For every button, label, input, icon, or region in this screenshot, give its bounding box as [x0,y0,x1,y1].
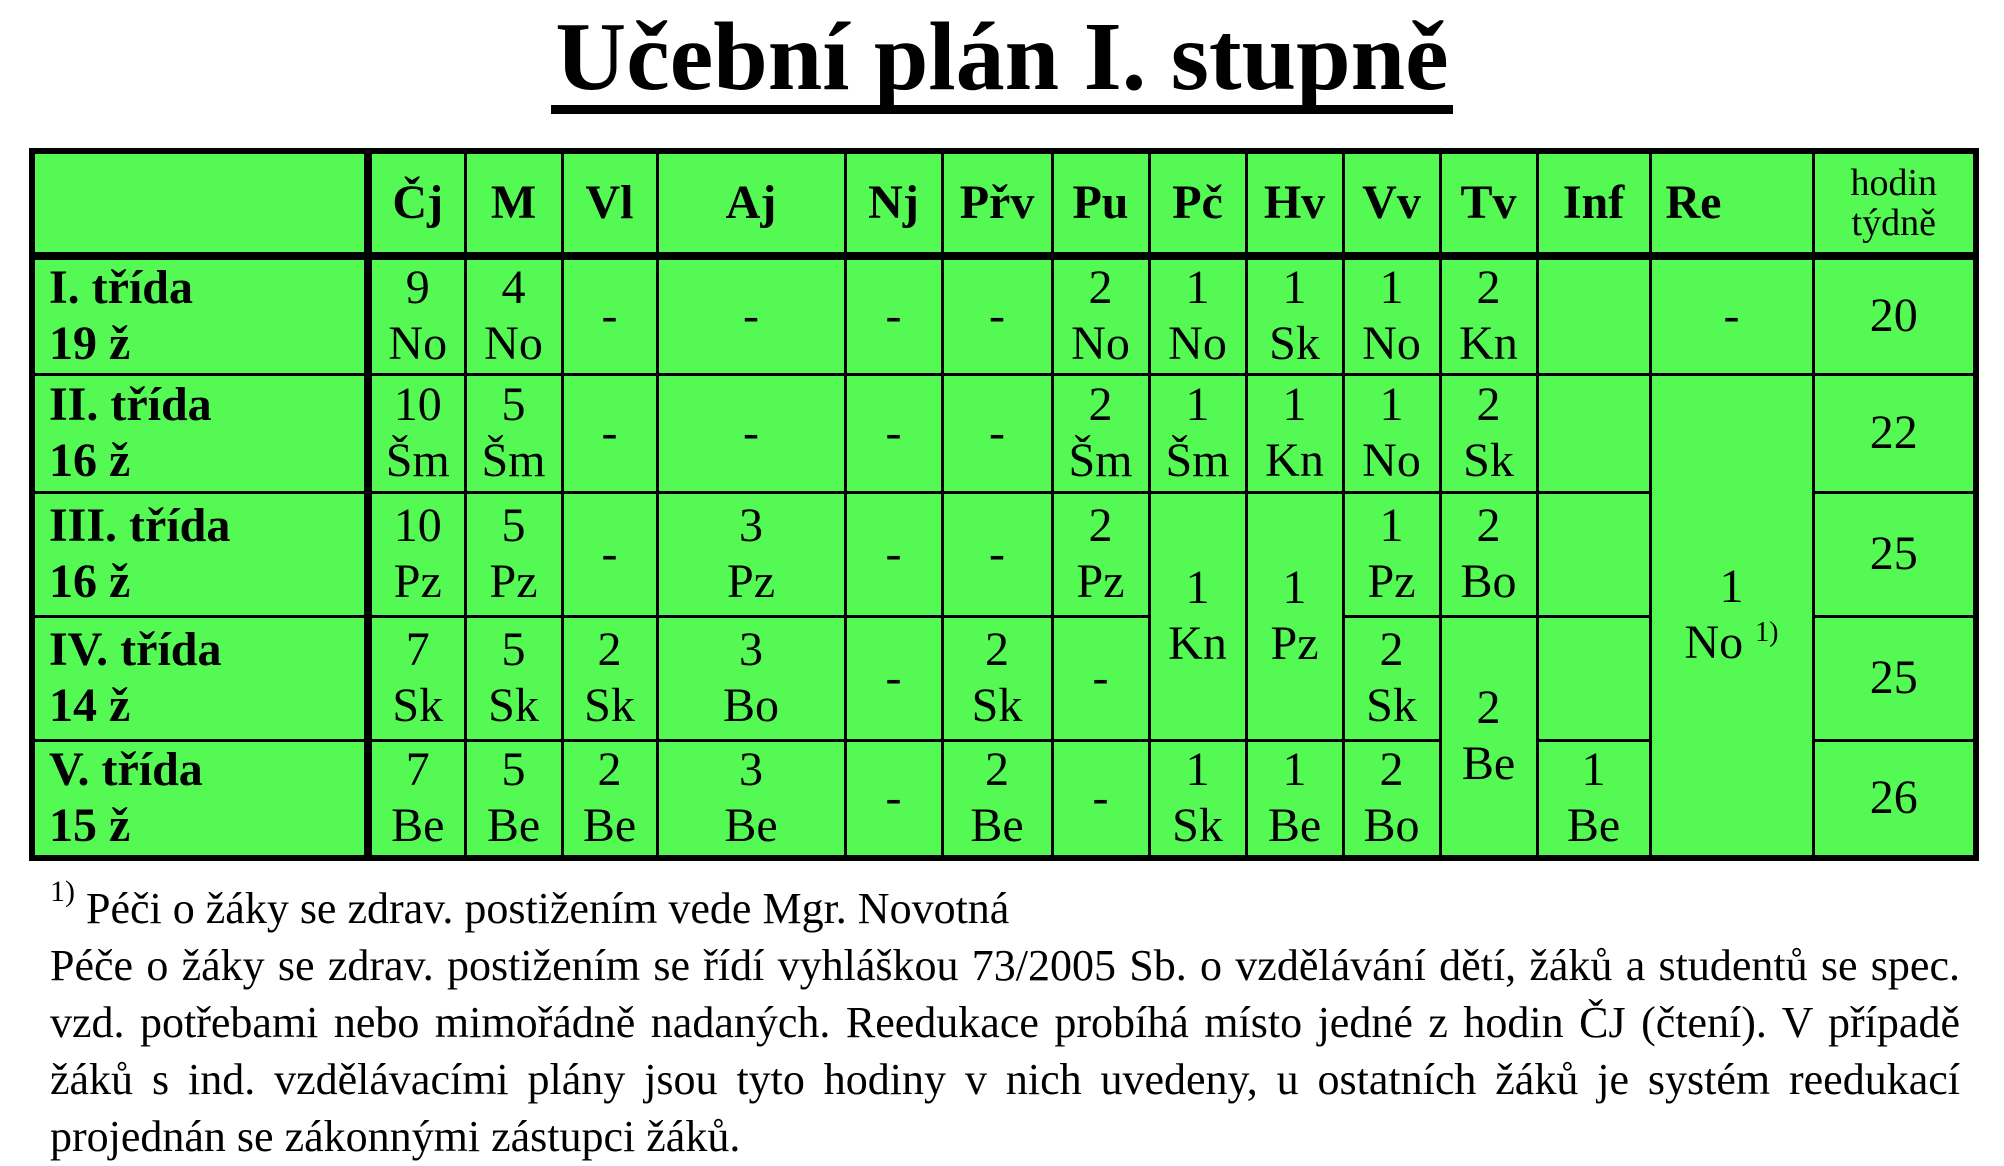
cell-prv: - [942,256,1052,374]
cell-text: 1 [1185,378,1210,431]
cell-pc [1149,256,1246,374]
cell-hv [1246,740,1343,858]
row-label [32,256,368,374]
cell-text: 3 [739,499,763,552]
cell-hv [1246,256,1343,374]
cell-text: 4 [501,261,526,315]
cell-text: 1 [1282,378,1307,431]
cell-text: 1 [1581,743,1606,797]
cell-pu: - [1052,740,1149,858]
cell-text: Kn [1459,317,1518,371]
cell-cj [368,616,465,740]
cell-cj [368,256,465,374]
cell-text: Bo [1363,799,1420,853]
cell-inf [1537,256,1650,374]
cell-hours: 26 [1813,740,1976,858]
cell-cj [368,740,465,858]
cell-m [465,256,562,374]
cell-text: 1 [1379,378,1404,431]
cell-text: Sk [1269,317,1320,371]
cell-prv [942,740,1052,858]
header-tv: Tv [1440,151,1537,256]
cell-text: 1 [1185,561,1210,614]
cell-text: Be [1461,737,1516,791]
cell-vv [1343,256,1440,374]
cell-text: Šm [481,434,546,487]
cell-text: 2 [597,623,622,676]
header-corner [32,151,368,256]
footnote: $^{1)}$ Péči o žáky se zdrav. postižením vede Mgr. Novotná [50,875,1010,933]
cell-nj: - [845,374,942,492]
cell-text: Sk [584,679,635,732]
cell-tv-merged [1440,616,1537,858]
cell-text: 1 [1185,261,1210,315]
cell-text: Be [1267,799,1322,853]
header-m: M [465,151,562,256]
cell-pu: - [1052,616,1149,740]
cell-text: 16 ž [49,434,131,487]
cell-inf [1537,374,1650,492]
header-pu: Pu [1052,151,1149,256]
cell-hv-merged [1246,492,1343,740]
cell-vl [562,616,657,740]
cell-text: 10 [393,499,442,552]
cell-tv [1440,256,1537,374]
cell-text: No [388,317,448,371]
cell-text: 2 [1476,499,1501,552]
cell-hours: 20 [1813,256,1976,374]
cell-text: 5 [501,623,526,676]
cell-nj: - [845,492,942,616]
cell-text: 1 [1379,499,1404,552]
cell-prv: - [942,374,1052,492]
cell-text: Pz [393,555,442,608]
cell-text: 1 [1185,743,1210,797]
cell-vv [1343,740,1440,858]
cell-hours: 25 [1813,616,1976,740]
cell-text: 3 [739,623,763,676]
header-inf: Inf [1537,151,1650,256]
cell-m [465,492,562,616]
row-label [32,492,368,616]
cell-cj [368,492,465,616]
cell-text: 2 [985,623,1009,676]
cell-text: Be [970,799,1024,853]
cell-text: V. třída [49,743,203,797]
cell-text: 2 [1088,261,1113,315]
cell-prv: - [942,492,1052,616]
cell-hours: 22 [1813,374,1976,492]
row-label [32,374,368,492]
cell-text: Kn [1265,434,1324,487]
cell-text: Sk [392,679,444,732]
cell-text: 16 ž [49,555,131,608]
cell-text: Šm [1165,434,1230,487]
cell-text: Be [391,799,445,853]
note-paragraph: Péče o žáky se zdrav. postižením se řídí vyhláškou 73/2005 Sb. o vzdělávání dětí, žáků a studentů se spec. vzd. potřebami nebo mimořádně nadaných. Reedukace probíhá místo jedné z hodin ČJ (čtení). V případě žáků s ind. vzdělávacími plány jsou tyto hodiny v nich uvedeny, u ostatních žáků je systém reedukací projednán se zákonnými zástupci žáků. [50,941,1960,1161]
cell-text: 7 [405,623,430,676]
cell-vv [1343,492,1440,616]
cell-text: 3 [739,743,763,797]
header-hours [1813,151,1976,256]
cell-vl [562,740,657,858]
cell-aj [657,492,845,616]
cell-text: Sk [1463,434,1514,487]
cell-text: 19 ž [49,317,131,371]
header-vl: Vl [562,151,657,256]
cell-text: 7 [405,743,430,797]
cell-text: Sk [1172,799,1223,853]
cell-text: Pz [727,555,775,608]
cell-m [465,374,562,492]
table-row [32,256,1976,374]
cell-text: No [1071,317,1130,371]
cell-pc-merged [1149,492,1246,740]
cell-text: Sk [488,679,539,732]
cell-m [465,740,562,858]
cell-inf [1537,740,1650,858]
cell-text: Bo [1460,555,1517,608]
cell-pc [1149,374,1246,492]
cell-pu [1052,374,1149,492]
cell-text: Bo [722,679,779,732]
cell-vv [1343,616,1440,740]
header-hv: Hv [1246,151,1343,256]
cell-aj: - [657,256,845,374]
cell-text: Be [1566,799,1621,853]
cell-text: No [1362,317,1421,371]
cell-text: 2 [1088,378,1113,431]
cell-text: 2 [1476,681,1501,735]
header-pc: Pč [1149,151,1246,256]
cell-text: No [484,317,543,371]
table-header-row [32,151,1976,256]
cell-text: Pz [1076,555,1125,608]
cell-hv [1246,374,1343,492]
cell-re-merged [1650,374,1813,858]
cell-text: 2 [597,743,622,797]
row-label [32,616,368,740]
cell-text: I. třída [49,261,193,315]
cell-text: 9 [405,261,430,315]
curriculum-table [29,148,1979,861]
cell-text: II. třída [49,378,212,431]
cell-text: 2 [1379,623,1404,676]
notes [50,875,1960,1165]
cell-text: 2 [1476,378,1501,431]
cell-aj [657,740,845,858]
cell-text: 5 [501,743,526,797]
cell-text: IV. třída [49,623,222,676]
cell-prv [942,616,1052,740]
cell-nj: - [845,616,942,740]
cell-text: 1 [1379,261,1404,315]
cell-text: Šm [385,434,450,487]
cell-text: No $^{1)}$ [1684,616,1779,670]
cell-text: No [1362,434,1421,487]
cell-vv [1343,374,1440,492]
cell-pc [1149,740,1246,858]
cell-inf [1537,492,1650,616]
cell-text: No [1684,616,1744,670]
cell-text: Pz [489,555,538,608]
cell-text: 1 [1719,560,1744,614]
cell-nj: - [845,256,942,374]
cell-text: 1 [1282,743,1307,797]
cell-text: Be [486,799,541,853]
cell-text: 1 [1282,261,1307,315]
cell-text: Šm [1068,434,1133,487]
cell-text: 1 [1282,561,1307,614]
cell-text: 2 [985,743,1009,797]
cell-cj [368,374,465,492]
cell-tv [1440,374,1537,492]
row-label [32,740,368,858]
cell-text: Pz [1367,555,1416,608]
table-row [32,374,1976,492]
header-vv: Vv [1343,151,1440,256]
header-prv: Přv [942,151,1052,256]
cell-aj [657,616,845,740]
cell-text: 2 [1379,743,1404,797]
cell-text: týdně [1851,202,1936,244]
cell-tv [1440,492,1537,616]
cell-text: No [1168,317,1227,371]
cell-re: - [1650,256,1813,374]
cell-vl: - [562,492,657,616]
cell-pu [1052,492,1149,616]
cell-text: Sk [971,679,1023,732]
header-aj: Aj [657,151,845,256]
cell-text: 5 [501,378,526,431]
cell-text: 14 ž [49,679,131,732]
cell-inf [1537,616,1650,740]
header-nj: Nj [845,151,942,256]
cell-text: Kn [1168,617,1227,670]
cell-pu [1052,256,1149,374]
cell-text: 2 [1088,499,1113,552]
cell-text: 15 ž [49,799,131,853]
cell-text: 5 [501,499,526,552]
header-cj: Čj [368,151,465,256]
cell-text: Pz [1270,617,1319,670]
cell-text: hodin [1850,162,1938,204]
cell-text: 10 [393,378,442,431]
cell-aj: - [657,374,845,492]
page-title: Učební plán I. stupně [0,2,2004,114]
cell-vl: - [562,256,657,374]
cell-vl: - [562,374,657,492]
cell-m [465,616,562,740]
header-re: Re [1650,151,1813,256]
cell-text: Sk [1366,679,1417,732]
cell-text: 2 [1476,261,1501,315]
cell-text: Be [724,799,778,853]
cell-hours: 25 [1813,492,1976,616]
cell-text: III. třída [49,499,231,552]
cell-nj: - [845,740,942,858]
cell-text: Be [582,799,637,853]
